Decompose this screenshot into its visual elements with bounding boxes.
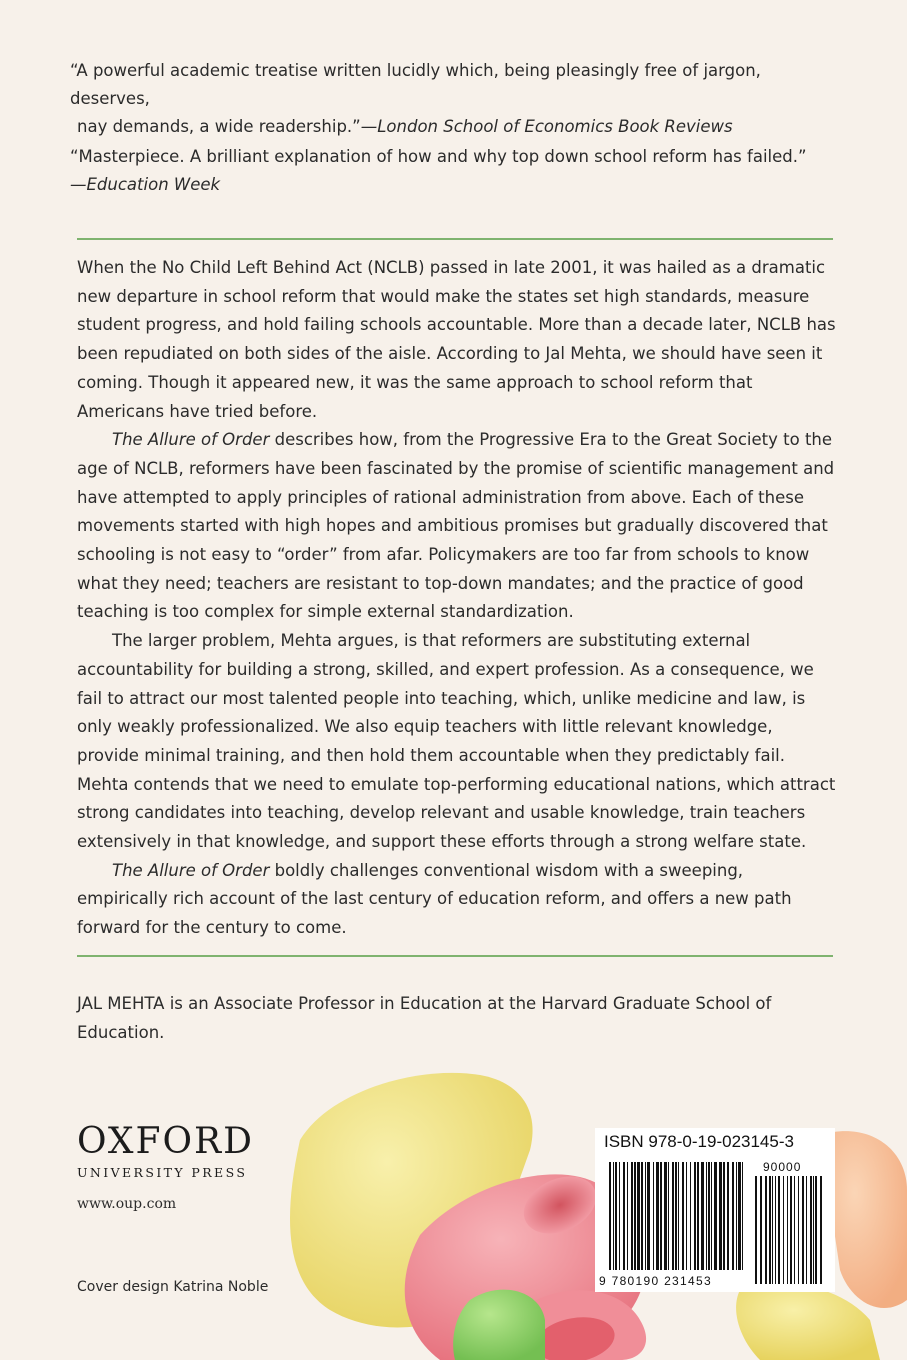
review-quote-2-text: “Masterpiece. A brilliant explanation of how and why top down school reform has failed.”: [70, 147, 807, 166]
description-paragraph-2: [77, 426, 837, 627]
publisher-subname: UNIVERSITY PRESS: [77, 1165, 248, 1180]
review-quote-1: [70, 57, 840, 141]
review-quote-1-text: “A powerful academic treatise written lucidly which, being pleasingly free of jargon, deserves,: [70, 61, 761, 108]
description-paragraph-3: The larger problem, Mehta argues, is that reformers are substituting external accountability for building a strong, skilled, and expert profession. As a consequence, we fail to attract our most talented people into teaching, which, unlike medicine and law, is only weakly professionalized. We also equip teachers with little relevant knowledge, provide minimal training, and then hold them accountable when they predictably fail. Mehta contends that we need to emulate top-performing educational nations, which attract strong candidates into teaching, develop relevant and usable knowledge, train teachers extensively in that knowledge, and support these efforts through a strong welfare state.: [77, 631, 836, 852]
description-paragraph-1: When the No Child Left Behind Act (NCLB) passed in late 2001, it was hailed as a dramatic new departure in school reform that would make the states set high standards, measure student progress, and hold failing schools accountable. More than a decade later, NCLB has been repudiated on both sides of the aisle. According to Jal Mehta, we should have seen it coming. Though it appeared new, it was the same approach to school reform that Americans have tried before.: [77, 258, 836, 421]
publisher-url: www.oup.com: [77, 1196, 177, 1212]
book-title-italic: The Allure of Order: [112, 430, 270, 450]
barcode-icon: [595, 1128, 835, 1292]
divider-bottom: [77, 955, 833, 957]
ean-digits: 9 780190 231453: [599, 1274, 712, 1288]
book-title-italic: The Allure of Order: [112, 860, 270, 880]
isbn-label: ISBN 978-0-19-023145-3: [604, 1132, 794, 1151]
description-paragraph-4-text: boldly challenges conventional wisdom with a sweeping, empirically rich account of the last century of education reform, and offers a new path forward for the century to come.: [77, 860, 792, 938]
review-quote-1-text-cont: nay demands, a wide readership.”: [77, 117, 361, 136]
description-paragraph-2-text: describes how, from the Progressive Era to the Great Society to the age of NCLB, reformers have been fascinated by the promise of scientific management and have attempted to apply principles of rational administration from above. Each of these movements started with high hopes and ambitious promises but gradually discovered that schooling is not easy to “order” from afar. Policymakers are too far from schools to know what they need; teachers are resistant to top-down mandates; and the practice of good teaching is too complex for simple external standardization.: [77, 430, 835, 622]
author-bio: JAL MEHTA is an Associate Professor in Education at the Harvard Graduate School of Education.: [77, 994, 772, 1042]
review-quote-1-source: —London School of Economics Book Reviews: [360, 117, 733, 136]
publisher-name: OXFORD: [77, 1121, 254, 1162]
publisher-logo: [77, 1122, 254, 1180]
book-description: [77, 254, 837, 943]
description-paragraph-4: [77, 857, 837, 943]
review-quote-2: [70, 143, 840, 199]
review-quote-2-source: —Education Week: [70, 175, 221, 194]
cover-design-credit: Cover design Katrina Noble: [77, 1279, 269, 1295]
price-code: 90000: [763, 1160, 802, 1174]
isbn-barcode-box: [595, 1128, 835, 1292]
divider-top: [77, 238, 833, 240]
